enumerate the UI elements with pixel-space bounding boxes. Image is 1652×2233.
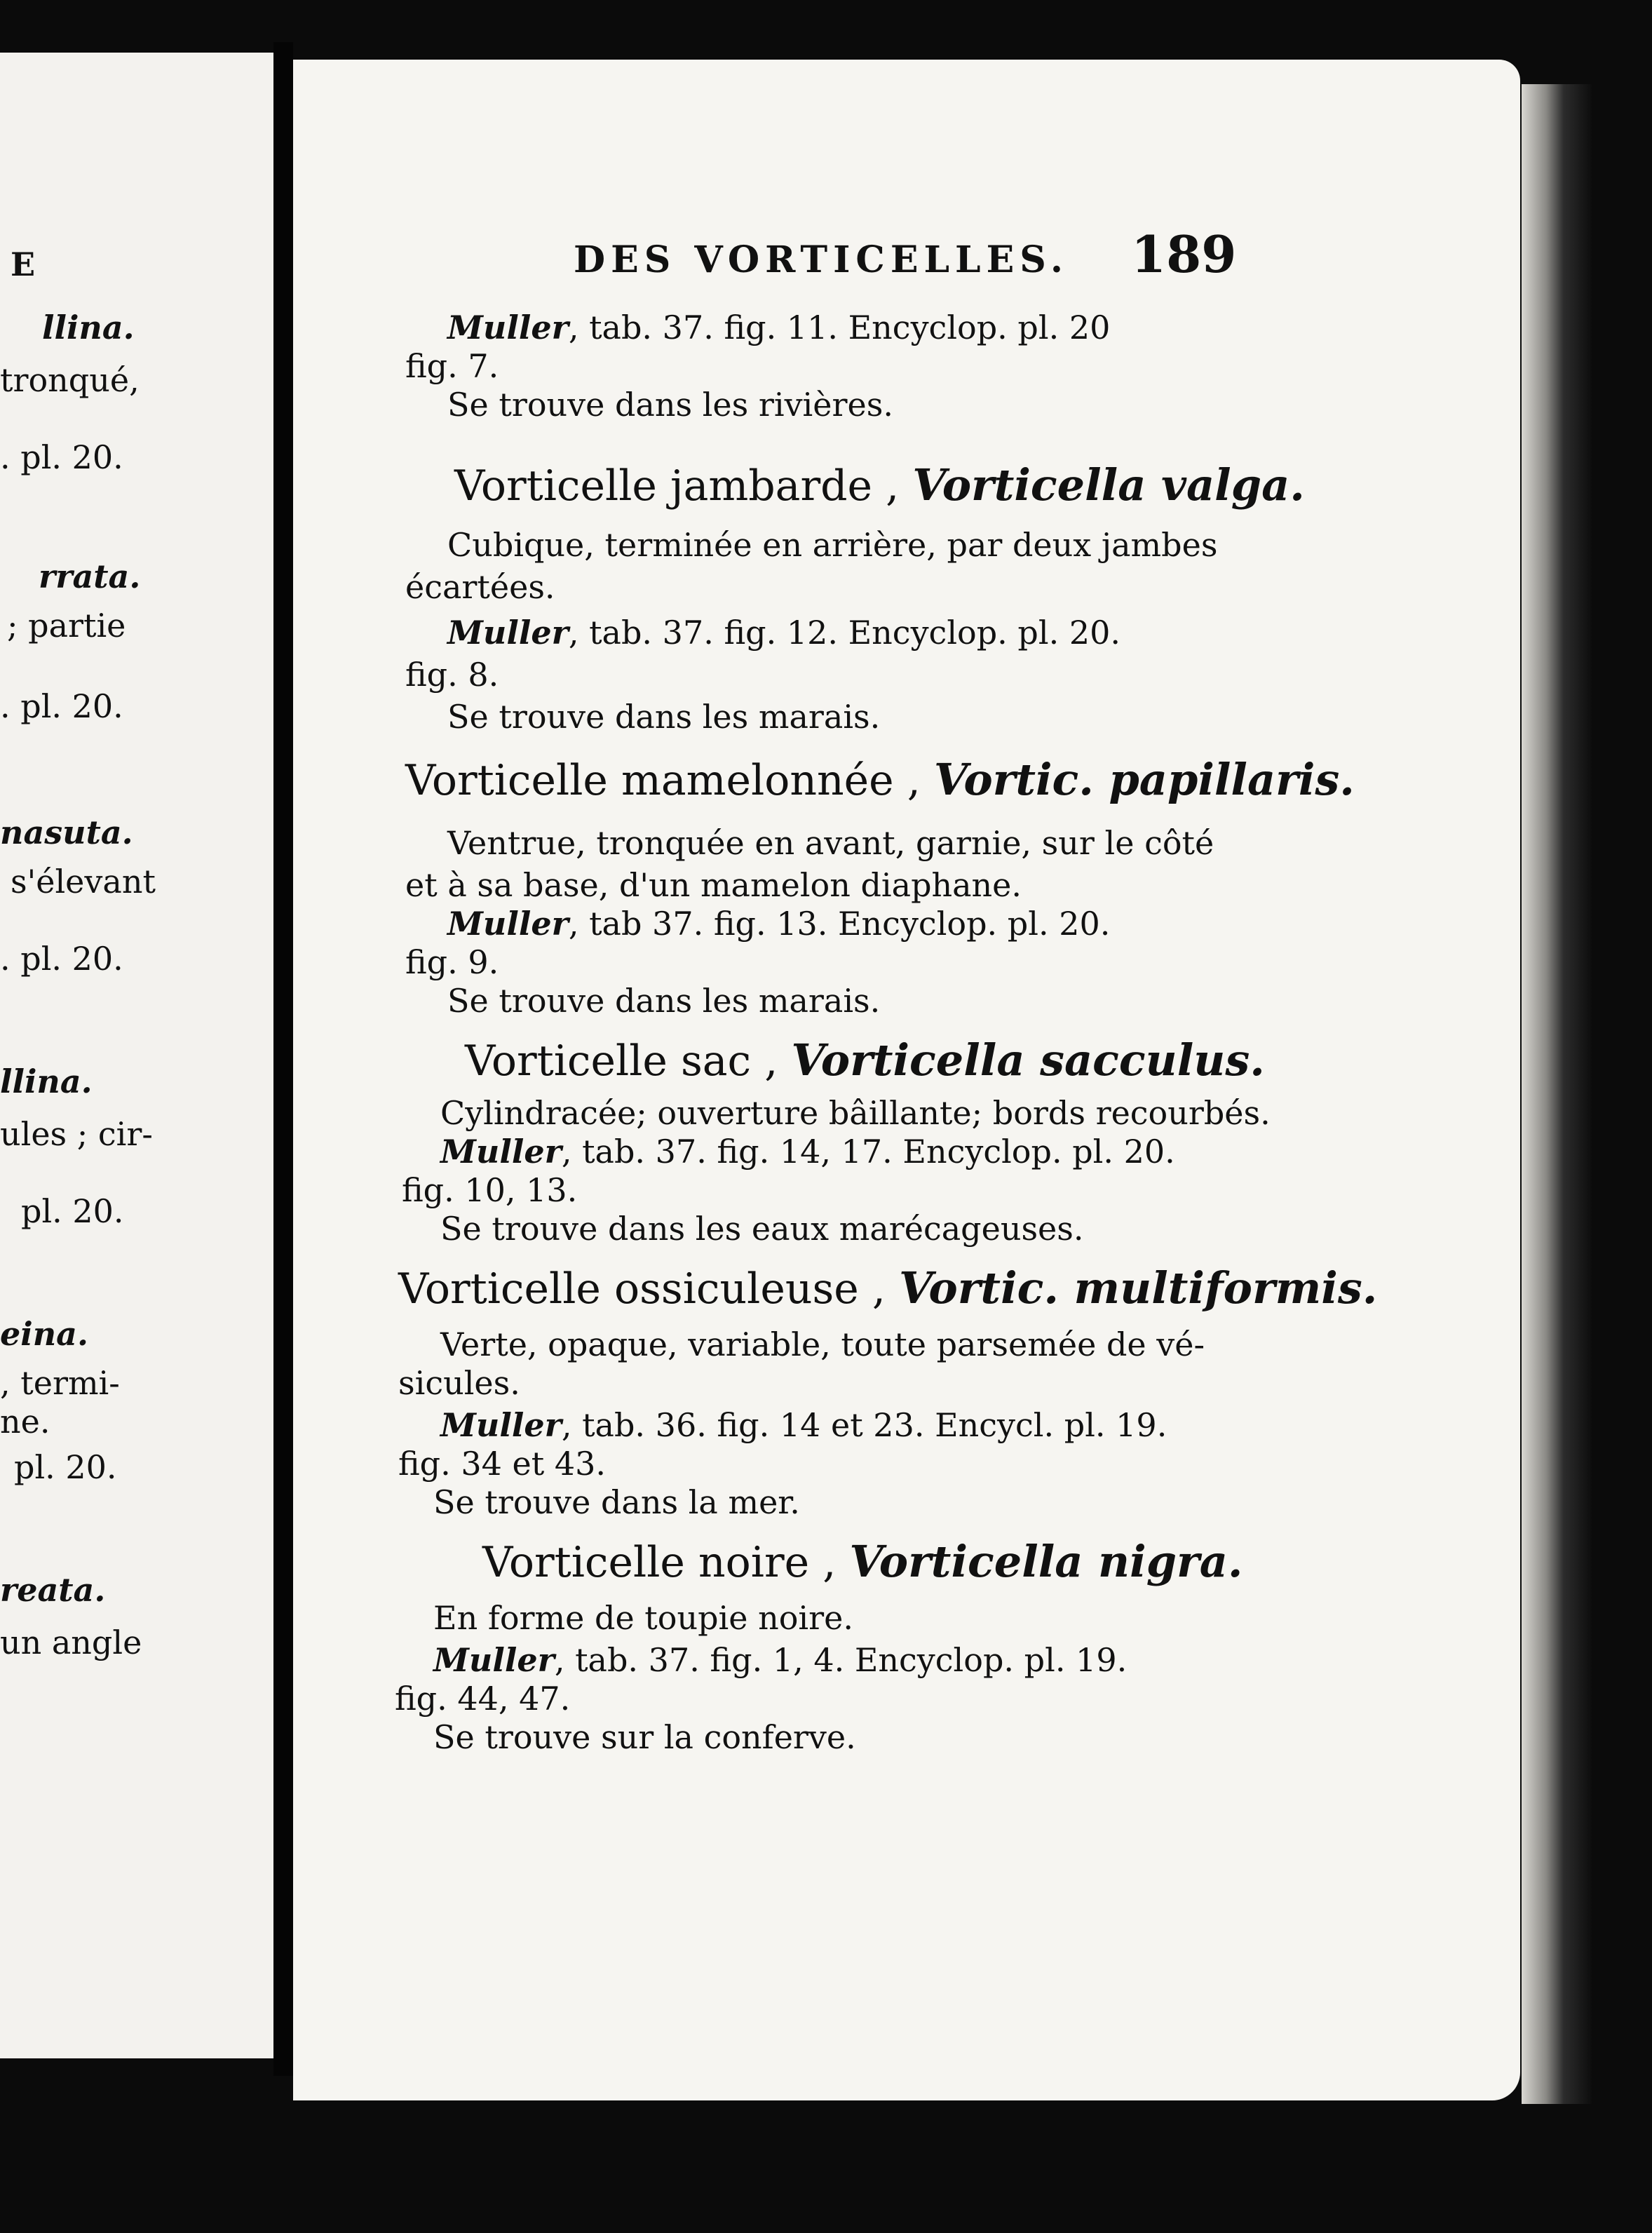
reference-text: , tab. 36. fig. 14 et 23. Encycl. pl. 19. xyxy=(561,1406,1167,1444)
left-fragment: . pl. 20. xyxy=(0,687,123,725)
species-heading xyxy=(465,1034,1265,1086)
page-number: 189 xyxy=(1131,224,1237,284)
reference-text: , tab. 37. fig. 14, 17. Encyclop. pl. 20. xyxy=(561,1133,1175,1171)
latin-name: Vortic. multiformis. xyxy=(899,1262,1378,1314)
species-name: Vorticelle ossiculeuse , xyxy=(398,1264,886,1314)
habitat-line: Se trouve sur la conferve. xyxy=(433,1718,856,1756)
reference-line xyxy=(447,905,1110,943)
right-page xyxy=(293,60,1520,2100)
description-line: Cylindracée; ouverture bâillante; bords recourbés. xyxy=(440,1094,1271,1132)
habitat-line: Se trouve dans les marais. xyxy=(447,698,881,736)
species-heading xyxy=(405,754,1355,805)
reference-line: fig. 8. xyxy=(405,656,499,694)
left-fragment: un angle xyxy=(0,1624,142,1661)
reference-line xyxy=(447,614,1120,652)
author-name: Muller xyxy=(440,1133,562,1171)
left-fragment: s'élevant xyxy=(11,863,156,900)
left-fragment: E xyxy=(11,245,36,283)
reference-line xyxy=(433,1641,1127,1679)
description-line: et à sa base, d'un mamelon diaphane. xyxy=(405,866,1022,904)
species-heading xyxy=(454,459,1305,511)
latin-name: Vorticella sacculus. xyxy=(791,1034,1265,1086)
left-fragment: reata. xyxy=(0,1571,106,1609)
left-fragment: llina. xyxy=(42,309,135,346)
page-edge xyxy=(1522,84,1592,2104)
reference-line: fig. 9. xyxy=(405,943,499,981)
left-fragment: nasuta. xyxy=(0,814,133,851)
left-page xyxy=(0,53,273,2058)
habitat-line: Se trouve dans les rivières. xyxy=(447,386,893,424)
description-line: sicules. xyxy=(398,1364,520,1402)
left-fragment: ; partie xyxy=(7,607,126,645)
reference-line: fig. 44, 47. xyxy=(395,1680,571,1718)
species-heading xyxy=(482,1536,1243,1587)
description-line: En forme de toupie noire. xyxy=(433,1599,853,1637)
left-fragment: tronqué, xyxy=(0,361,140,399)
description-line: Cubique, terminée en arrière, par deux jambes xyxy=(447,526,1218,564)
reference-text: , tab. 37. fig. 1, 4. Encyclop. pl. 19. xyxy=(554,1641,1128,1679)
author-name: Muller xyxy=(447,309,569,346)
reference-text: , tab 37. fig. 13. Encyclop. pl. 20. xyxy=(568,905,1111,943)
left-fragment: pl. 20. xyxy=(21,1192,124,1230)
book-gutter xyxy=(273,42,293,2076)
left-fragment: ne. xyxy=(0,1403,50,1441)
description-line: Verte, opaque, variable, toute parsemée de vé- xyxy=(440,1325,1205,1363)
reference-line: fig. 10, 13. xyxy=(402,1171,578,1209)
reference-line xyxy=(440,1406,1167,1444)
left-fragment: ules ; cir- xyxy=(0,1115,153,1153)
left-fragment: pl. 20. xyxy=(14,1448,117,1486)
left-fragment: rrata. xyxy=(39,558,141,595)
left-fragment: . pl. 20. xyxy=(0,438,123,476)
habitat-line: Se trouve dans les eaux marécageuses. xyxy=(440,1210,1084,1248)
habitat-line: Se trouve dans la mer. xyxy=(433,1483,800,1521)
left-fragment: llina. xyxy=(0,1062,93,1100)
author-name: Muller xyxy=(440,1406,562,1444)
species-heading xyxy=(398,1262,1377,1314)
running-header: DES VORTICELLES. xyxy=(574,238,1069,281)
reference-text: , tab. 37. fig. 12. Encyclop. pl. 20. xyxy=(568,614,1120,652)
description-line: écartées. xyxy=(405,568,555,606)
reference-line: fig. 34 et 43. xyxy=(398,1445,607,1483)
latin-name: Vortic. papillaris. xyxy=(933,754,1355,805)
author-name: Muller xyxy=(447,614,569,652)
reference-line xyxy=(447,309,1110,346)
left-fragment: eina. xyxy=(0,1315,89,1353)
habitat-line: Se trouve dans les marais. xyxy=(447,982,881,1020)
latin-name: Vorticella valga. xyxy=(912,459,1305,511)
left-fragment: , termi- xyxy=(0,1364,120,1402)
author-name: Muller xyxy=(433,1641,555,1679)
species-name: Vorticelle jambarde , xyxy=(454,461,900,511)
description-line: Ventrue, tronquée en avant, garnie, sur le côté xyxy=(447,824,1214,862)
left-fragment: . pl. 20. xyxy=(0,940,123,978)
species-name: Vorticelle sac , xyxy=(465,1037,778,1086)
author-name: Muller xyxy=(447,905,569,943)
species-name: Vorticelle noire , xyxy=(482,1538,837,1587)
species-name: Vorticelle mamelonnée , xyxy=(405,756,921,805)
reference-text: , tab. 37. fig. 11. Encyclop. pl. 20 xyxy=(568,309,1111,346)
latin-name: Vorticella nigra. xyxy=(849,1536,1243,1587)
reference-line xyxy=(440,1133,1175,1171)
reference-line: fig. 7. xyxy=(405,347,499,385)
